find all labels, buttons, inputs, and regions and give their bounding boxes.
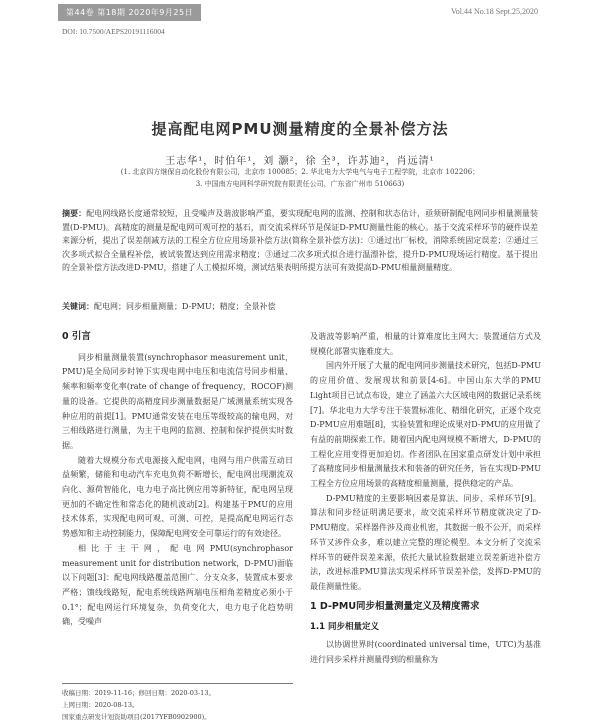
section-heading-1: 1 D-PMU同步相量测量定义及精度需求 [310,600,480,612]
footnote [62,683,293,723]
affiliations [60,166,540,190]
paper-title: 提高配电网PMU测量精度的全景补偿方法 [151,120,449,138]
section-heading-intro: 0 引言 [62,331,91,342]
abstract-label: 摘要： [62,209,87,218]
left-column [62,330,293,630]
body-paragraph: 同步相量测量装置(synchrophasor measurement unit，PMU)是全局同步时钟下实现电网中电压和电流信号同步相量、频率和频率变化率(rate of change of frequency，ROCOF)测量的设备。它提供的高精度同步测量数据是广域测量系统实现各种应用的前提[1]。PMU通常安装在电压等级较高的输电网，对三相线路进行测量，为主干电网的监测、控制和保护提供实时数据。 [62,352,293,450]
abstract-text: 配电网线路长度通常较短，且受噪声及谐波影响严重，要实现配电网的监测、控制和状态估计，亟须研制配电网同步相量测量装置(D-PMU)。高精度的测量是配电网可观可控的基石，而交流采样环节是保证D-PMU测量性能的核心。基于交流采样环节的硬件误差来源分析，提出了误差削减方法的工程全方位应用场景补偿方法(简称全景补偿方法)：①通过出厂标校，消除系统固定误差；②通过三次多项式拟合全量程补偿，被试装置达到应用需求精度；③通过二次多项式拟合进行温漂补偿，提升D-PMU现场运行精度。基于提出的全景补偿方法改进D-PMU，搭建了人工模拟环境，测试结果表明所提方法可有效提高D-PMU相量测量精度。 [62,209,539,272]
fund-info: 国家重点研发计划资助项目(2017YFB0902900)。 [62,713,211,721]
affiliation-line: (1. 北京四方继保自动化股份有限公司，北京市 100085；2. 华北电力大学电气与电子工程学院，北京市 102206； [120,168,480,176]
online-date: 上网日期：2020-08-13。 [62,701,139,709]
doi: DOI: 10.7500/AEPS20191116004 [62,27,165,36]
journal-header [0,0,600,26]
keywords-text: 配电网；同步相量测量；D-PMU；精度；全景补偿 [94,302,276,311]
body-paragraph: 国内外开展了大量的配电网同步测量技术研究，包括D-PMU的应用价值、发展现状和前景[4-6]。中国山东大学的PMU Light项目已试点布设，建立了涵盖六大区域电网的数据记录系统[7]。华北电力大学专注于装置标准化、精细化研究，正逐个攻克D-PMU应用难题[8]，实验装置和理论成果对D-PMU的应用做了有益的前期探索工作。随着国内配电网规模不断增大，D-PMU的工程化应用变得更加迫切。作者团队在国家重点研发计划中承担了高精度同步相量测量技术和装备的研究任务，旨在实现D-PMU工程全方位应用场景的高精度相量测量，提供稳定的产品。 [310,361,541,489]
abstract [62,207,538,275]
body-paragraph: 随着大规模分布式电源接入配电网，电网与用户供需互动日益频繁，储能和电动汽车充电负荷不断增长，配电网出现潮流双向化、源荷智能化，电力电子高比例应用等新特征，配电网呈现更加的不确定性和常态化的随机波动[2]。构建基于PMU的应用技术体系，实现配电网可观、可测、可控，是提高配电网运行态势感知和主动控制能力，保障配电网安全可靠运行的有效途径。 [62,455,293,539]
issue-label-right: Vol.44 No.18 Sept.25,2020 [451,7,538,16]
keywords-label: 关键词： [62,302,94,311]
affiliation-line: 3. 中国南方电网科学研究院有限责任公司，广东省广州市 510663) [195,180,405,188]
subsection-heading-1-1: 1.1 同步相量定义 [310,622,380,633]
issue-label-left: 第44卷 第18期 2020年9月25日 [58,4,201,21]
body-paragraph: 及谐波等影响严重，相量的计算难度比主网大；装置通信方式及规模化部署实施难度大。 [310,332,541,356]
right-column [310,330,541,667]
body-paragraph: 相比于主干网，配电网PMU(synchrophasor measurement unit for distribution network，D-PMU)面临以下问题[3]：配电网线路覆盖范围广、分支众多，装置成本要求严格；馈线线路短，配电系统线路两端电压相角差精度必须小于0.1°；配电网运行环境复杂，负荷变化大，电力电子化趋势明确，受噪声 [62,543,293,627]
received-date: 收稿日期：2019-11-16；修回日期：2020-03-13。 [62,689,215,697]
body-paragraph: 以协调世界时(coordinated universal time，UTC)为基准进行同步采样并测量得到的相量称为 [310,640,541,664]
body-paragraph: D-PMU精度的主要影响因素是算法、同步、采样环节[9]。算法和同步经证明满足要求，故交流采样环节精度就决定了D-PMU精度。采样器件涉及商业机密，其数据一般不公开，而采样环节又涉件众多，难以建立完整的理论模型。本文分析了交流采样环节的硬件误差来源，依托大量试验数据建立误差新进补偿方法，改进标准PMU算法实现采样环节误差补偿，发挥D-PMU的最佳测量性能。 [310,493,541,591]
keywords [62,300,538,313]
author-list: 王志华¹，时伯年¹，刘 灏²，徐 全³，许苏迪²，肖远清¹ [165,156,435,167]
